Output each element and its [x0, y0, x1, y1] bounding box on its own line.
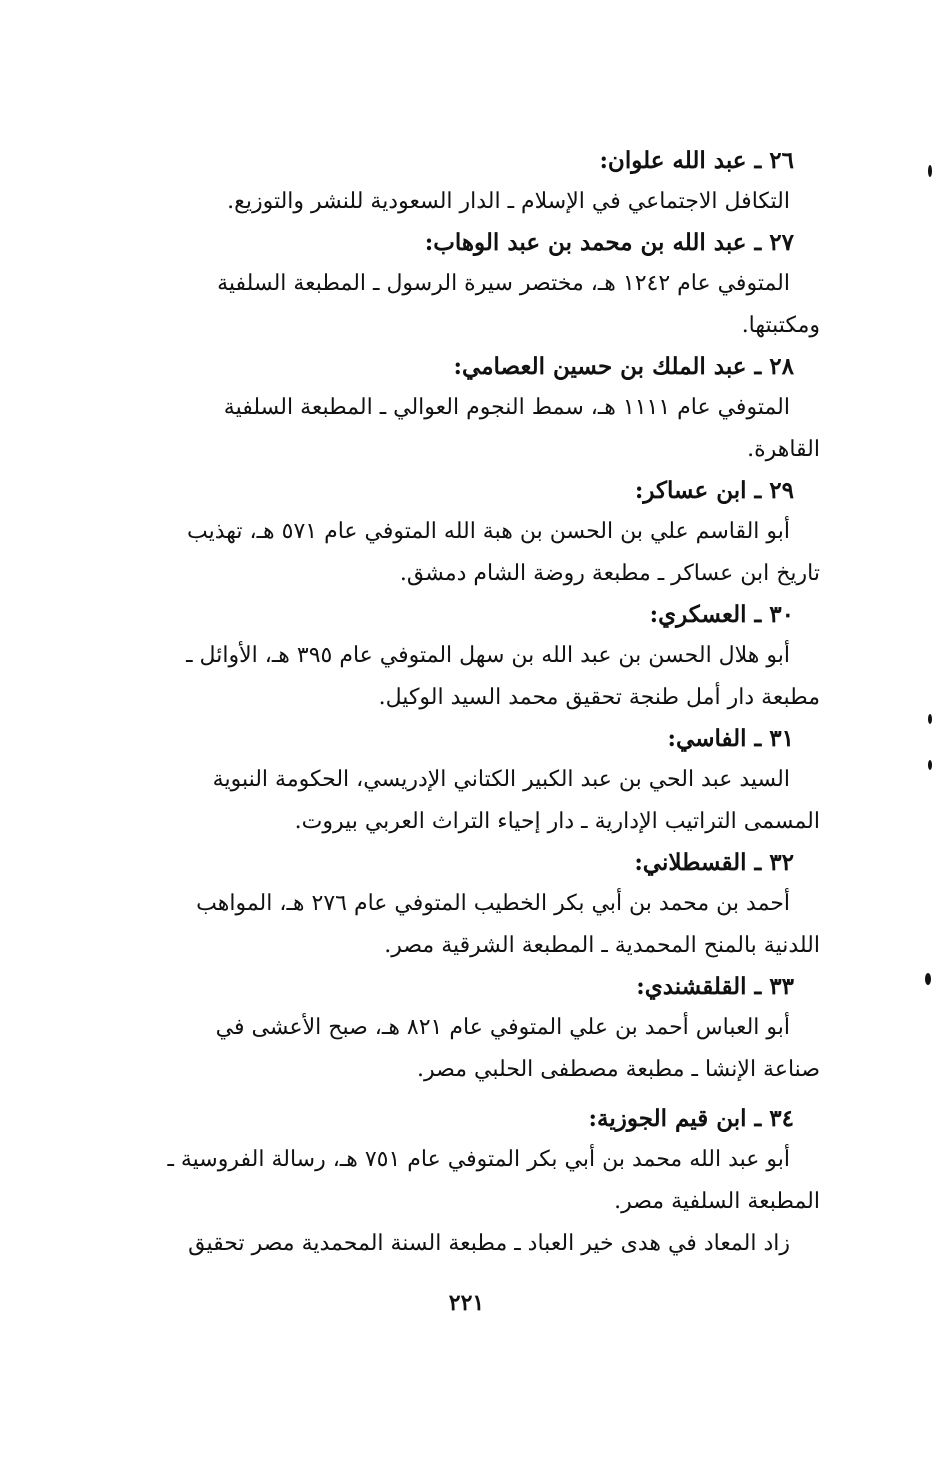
bibliography-list [112, 141, 820, 1265]
scan-mark [928, 760, 932, 770]
entry-text: أحمد بن محمد بن أبي بكر الخطيب المتوفي عام ٢٧٦ هـ، المواهب [196, 891, 790, 916]
bibliography-entry-27 [112, 223, 820, 347]
bibliography-entry-32 [112, 843, 820, 967]
entry-heading: ٢٦ ـ عبد الله علوان: [599, 147, 794, 174]
entry-text-continued: صناعة الإنشا ـ مطبعة مصطفى الحلبي مصر. [417, 1057, 820, 1082]
entry-text-second-work: زاد المعاد في هدى خير العباد ـ مطبعة السنة المحمدية مصر تحقيق [188, 1231, 790, 1256]
scan-mark [928, 165, 932, 177]
bibliography-entry-29 [112, 471, 820, 595]
bibliography-entry-34 [112, 1099, 820, 1265]
entry-text: أبو العباس أحمد بن علي المتوفي عام ٨٢١ هـ، صبح الأعشى في [215, 1015, 790, 1040]
entry-text: السيد عبد الحي بن عبد الكبير الكتاني الإدريسي، الحكومة النبوية [212, 767, 790, 792]
entry-heading: ٣٠ ـ العسكري: [649, 601, 794, 628]
entry-text-continued: ومكتبتها. [741, 313, 820, 338]
entry-text: التكافل الاجتماعي في الإسلام ـ الدار السعودية للنشر والتوزيع. [227, 189, 790, 214]
scan-mark [925, 973, 931, 985]
bibliography-entry-28 [112, 347, 820, 471]
entry-heading: ٣١ ـ الفاسي: [667, 725, 794, 752]
entry-heading: ٣٢ ـ القسطلاني: [634, 849, 794, 876]
entry-text-continued: المطبعة السلفية مصر. [614, 1189, 820, 1214]
entry-text-continued: مطبعة دار أمل طنجة تحقيق محمد السيد الوكيل. [378, 685, 820, 710]
entry-heading: ٢٧ ـ عبد الله بن محمد بن عبد الوهاب: [424, 229, 794, 256]
entry-text: أبو عبد الله محمد بن أبي بكر المتوفي عام ٧٥١ هـ، رسالة الفروسية ـ [167, 1147, 790, 1172]
entry-text: المتوفي عام ١٢٤٢ هـ، مختصر سيرة الرسول ـ المطبعة السلفية [217, 271, 790, 296]
entry-text: أبو القاسم علي بن الحسن بن هبة الله المتوفي عام ٥٧١ هـ، تهذيب [186, 519, 790, 544]
entry-heading: ٣٣ ـ القلقشندي: [636, 973, 794, 1000]
entry-text-continued: القاهرة. [747, 437, 820, 462]
entry-text: المتوفي عام ١١١١ هـ، سمط النجوم العوالي ـ المطبعة السلفية [223, 395, 790, 420]
entry-heading: ٣٤ ـ ابن قيم الجوزية: [588, 1105, 794, 1132]
bibliography-entry-30 [112, 595, 820, 719]
entry-text-continued: المسمى التراتيب الإدارية ـ دار إحياء التراث العربي بيروت. [294, 809, 820, 834]
entry-text-continued: تاريخ ابن عساكر ـ مطبعة روضة الشام دمشق. [399, 561, 820, 586]
scan-mark [928, 714, 932, 724]
entry-heading: ٢٩ ـ ابن عساكر: [634, 477, 794, 504]
bibliography-entry-31 [112, 719, 820, 843]
bibliography-entry-26 [112, 141, 820, 223]
bibliography-entry-33 [112, 967, 820, 1091]
page-number: ٢٢١ [448, 1290, 485, 1316]
entry-text: أبو هلال الحسن بن عبد الله بن سهل المتوفي عام ٣٩٥ هـ، الأوائل ـ [186, 643, 790, 668]
spacer [112, 1091, 820, 1099]
entry-text-continued: اللدنية بالمنح المحمدية ـ المطبعة الشرقية مصر. [384, 933, 820, 958]
entry-heading: ٢٨ ـ عبد الملك بن حسين العصامي: [453, 353, 794, 380]
